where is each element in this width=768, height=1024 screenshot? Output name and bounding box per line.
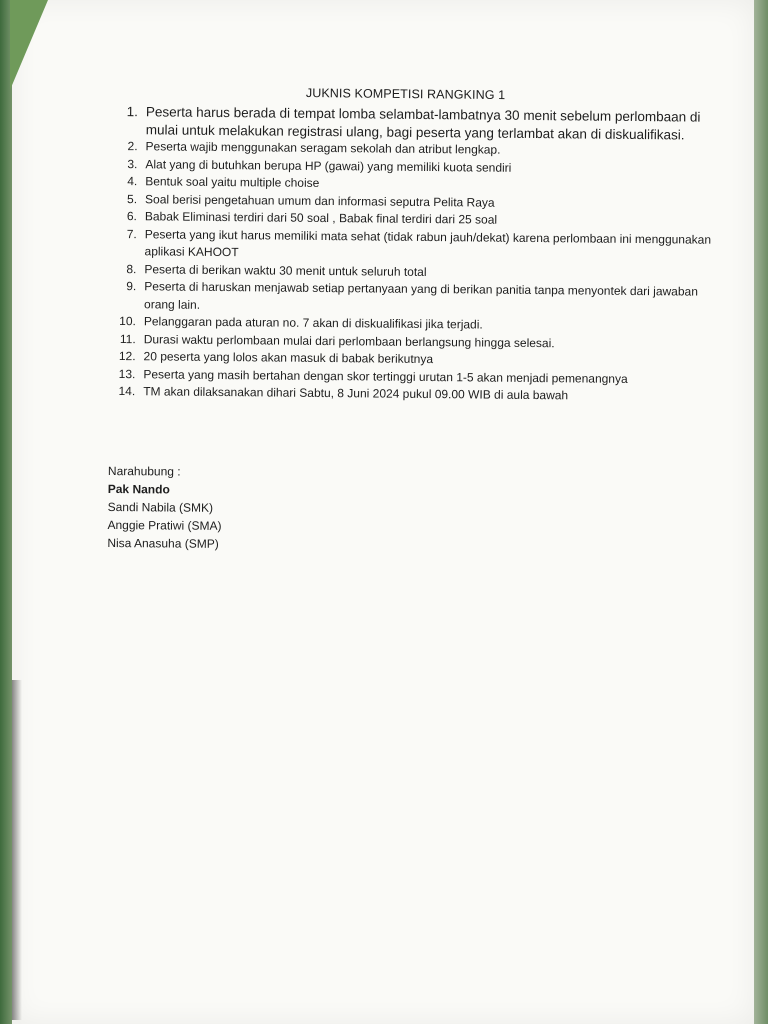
rule-text: Soal berisi pengetahuan umum dan informasi seputra Pelita Raya bbox=[145, 191, 495, 210]
list-item bbox=[116, 103, 716, 144]
document-title: JUKNIS KOMPETISI RANGKING 1 bbox=[305, 86, 506, 103]
rule-text: Peserta yang ikut harus memiliki mata sehat (tidak rabun jauh/dekat) karena perlombaan ini menggunakan aplikasi KAHOOT bbox=[144, 226, 712, 260]
rule-number: 4. bbox=[127, 174, 138, 189]
rule-number: 3. bbox=[127, 156, 138, 171]
rule-text: 20 peserta yang lolos akan masuk di babak berikutnya bbox=[143, 349, 434, 367]
rule-number: 10. bbox=[119, 314, 136, 329]
list-item bbox=[114, 278, 714, 319]
rule-number: 11. bbox=[119, 331, 136, 346]
rule-text: Peserta harus berada di tempat lomba selambat-lambatnya 30 menit sebelum perlombaan di mulai untuk melakukan registrasi ulang, bagi peserta yang terlambat akan di diskualifikasi. bbox=[145, 104, 701, 142]
rule-text: Durasi waktu perlombaan mulai dari perlombaan berlangsung hingga selesai. bbox=[143, 331, 555, 350]
rule-text: Peserta wajib menggunakan seragam sekolah dan atribut lengkap. bbox=[145, 139, 501, 157]
backdrop-right bbox=[752, 0, 768, 1024]
rule-number: 14. bbox=[118, 384, 136, 399]
rule-number: 2. bbox=[127, 139, 138, 154]
contact-person: Nisa Anasuha (SMP) bbox=[107, 535, 219, 551]
paper-sheet bbox=[12, 0, 754, 1024]
contact-block bbox=[107, 462, 368, 554]
rule-text: Pelanggaran pada aturan no. 7 akan di diskualifikasi jika terjadi. bbox=[143, 314, 483, 332]
rule-text: Peserta yang masih bertahan dengan skor tertinggi urutan 1-5 akan menjadi pemenangnya bbox=[143, 366, 628, 386]
list-item bbox=[114, 225, 714, 266]
rule-number: 13. bbox=[118, 366, 136, 381]
rule-number: 5. bbox=[126, 191, 138, 206]
rule-number: 9. bbox=[126, 279, 137, 294]
rule-text: Peserta di berikan waktu 30 menit untuk seluruh total bbox=[144, 261, 427, 279]
contact-person: Anggie Pratiwi (SMA) bbox=[107, 517, 222, 533]
contact-heading: Narahubung : bbox=[107, 463, 181, 479]
rule-number: 6. bbox=[126, 209, 137, 224]
rule-text: TM akan dilaksanakan dihari Sabtu, 8 Juni 2024 pukul 09.00 WIB di aula bawah bbox=[143, 384, 569, 403]
rule-number: 12. bbox=[118, 349, 136, 364]
rule-text: Peserta di haruskan menjawab setiap pertanyaan yang di berikan panitia tanpa menyontek dari jawaban orang lain. bbox=[144, 279, 698, 312]
rule-text: Babak Eliminasi terdiri dari 50 soal , Babak final terdiri dari 25 soal bbox=[144, 209, 498, 227]
contact-lead: Pak Nando bbox=[107, 481, 170, 497]
scan-shadow bbox=[12, 680, 22, 1020]
rule-text: Alat yang di butuhkan berupa HP (gawai) yang memiliki kuota sendiri bbox=[145, 156, 512, 175]
rule-number: 7. bbox=[126, 226, 137, 241]
rule-number: 1. bbox=[126, 104, 138, 120]
rule-text: Bentuk soal yaitu multiple choise bbox=[145, 174, 320, 190]
rules-list bbox=[113, 103, 716, 406]
rule-number: 8. bbox=[126, 261, 137, 276]
contact-person: Sandi Nabila (SMK) bbox=[107, 499, 214, 515]
